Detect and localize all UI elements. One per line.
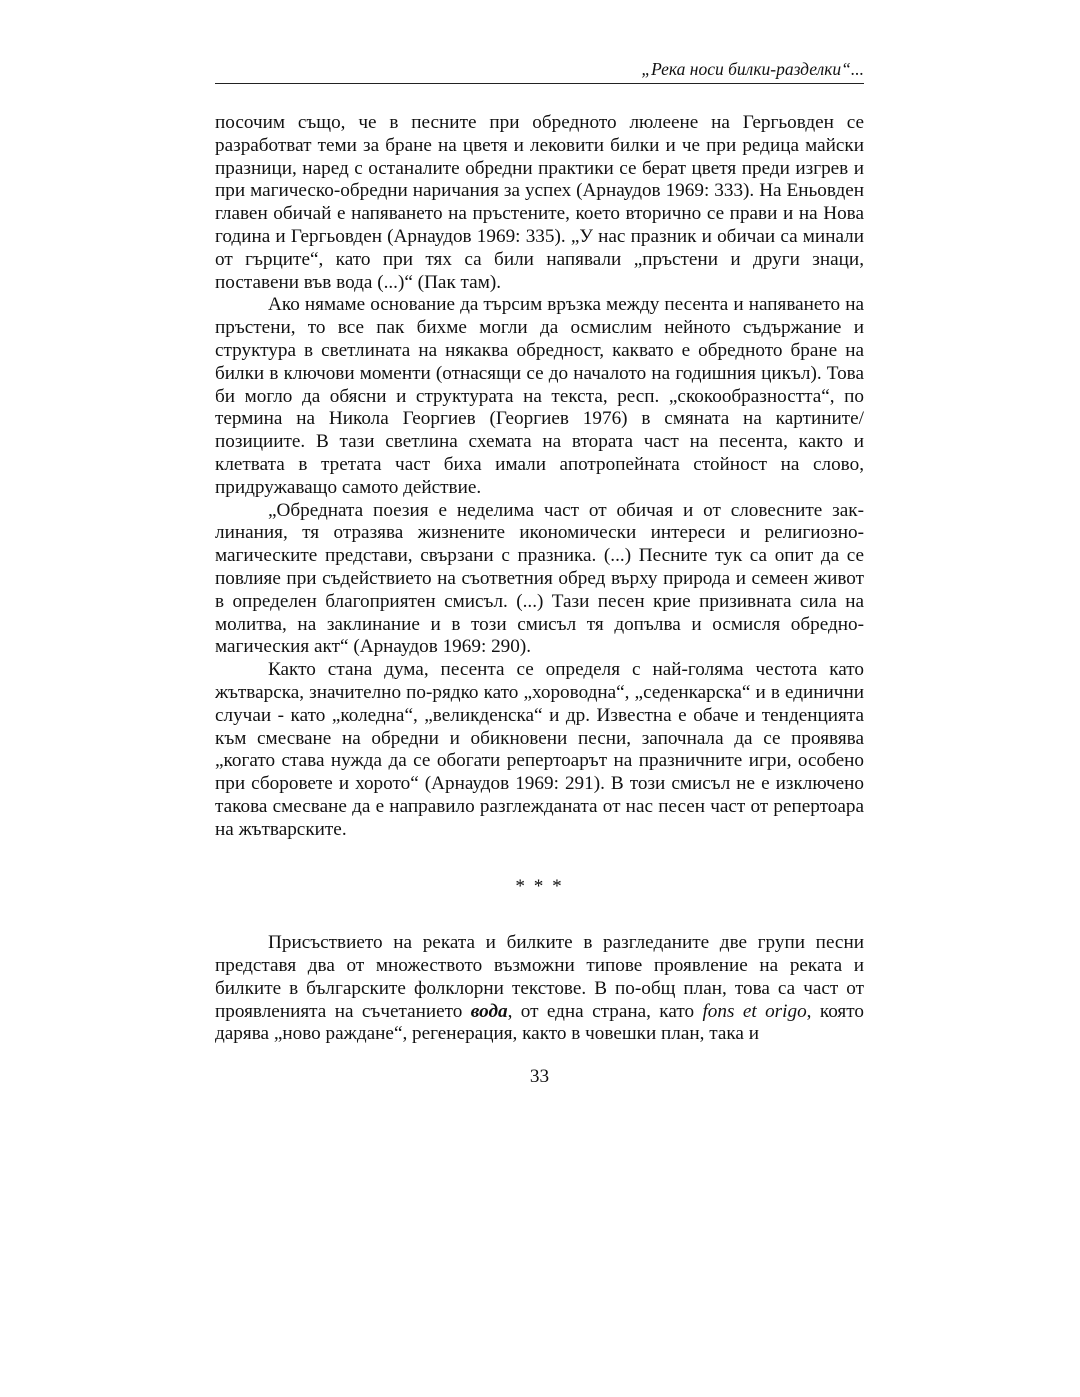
- emphasis-fons-et-origo: fons et origo: [702, 1000, 807, 1022]
- paragraph-2: Ако нямаме основание да търсим връзка между песента и напяването на пръстени, то все пак бихме могли да осмислим нейното съдържание и структура в светлината на някаква обредност, каквато е обредното бране на билки в ключови моменти (отнасящи се до началото на годишния цикъл). Това би могло да обясни и структурата на текста, респ. „скокообразността“, по термина на Никола Георгиев (Георгиев 1976) в смяната на картините/позициите. В тази светлина схемата на втората част на песента, както и клетвата в третата част биха имали апотропейната стойност на слово, придружаващо самото действие.: [215, 294, 864, 498]
- paragraph-5-text-3: , която дарява „ново раждане“, регенерация, както в човешки план, така и: [215, 1000, 864, 1045]
- paragraph-5-text-2: , от една страна, като: [507, 1000, 703, 1022]
- paragraph-5-text-1: Присъствието на реката и билките в разгледаните две групи песни представя два от множеството възможни типове проявление на реката и билките в българските фолклорни текстове. В по-общ план, това са част от проявленията на съчетанието: [215, 932, 864, 1022]
- running-header: „Река носи билки-разделки“...: [215, 58, 864, 84]
- paragraph-3: „Обредната поезия е неделима част от обичая и от словесните заклинания, тя отразява жизнените икономически интереси и религиозномагическите представи, свързани с празника. (...) Песните тук са опит да се повлияе при съдействието на съответния обред върху природа и семеен живот в определен благоприятен смисъл. (...) Тази песен крие призивната сила на молитва, на заклинание и в този смисъл тя допълва и осмисля обредно-магическия акт“ (Арнаудов 1969: 290).: [215, 499, 864, 658]
- body-text: [215, 112, 864, 1046]
- section-separator: * * *: [515, 875, 564, 897]
- page-number: 33: [529, 1066, 550, 1087]
- paragraph-4: Както стана дума, песента се определя с най-голяма честота като жътварска, значително по-рядко като „хороводна“, „седенкарска“ и в единични случаи - като „коледна“, „великденска“ и др. Известна е обаче и тенденцията към смесване на обредни и обикновени песни, започнала да се проявява „когато става нужда да се обогати репертоарът на празничните игри, особено при сборовете и хорото“ (Арнаудов 1969: 291). В този смисъл не е изключено такова смесване да е направило разглежданата от нас песен част от репертоара на жътварските.: [215, 659, 864, 840]
- paragraph-5: [215, 932, 864, 1046]
- emphasis-voda: вода: [470, 1000, 508, 1022]
- paragraph-1: посочим също, че в песните при обредното люлеене на Гергьовден се разработват теми за бране на цветя и лековити билки и че при редица майски празници, наред с останалите обредни практики се берат цветя преди изгрев и при магическо-обредни наричания за успех (Арнаудов 1969: 333). На Еньовден главен обичай е напяването на пръстените, което вторично се прави и на Нова година и Гергьовден (Арнаудов 1969: 335). „У нас празник и обичаи са минали от гърците“, като при тях са били напявали „пръстени и други знаци, поставени във вода (...)“ (Пак там).: [215, 112, 864, 293]
